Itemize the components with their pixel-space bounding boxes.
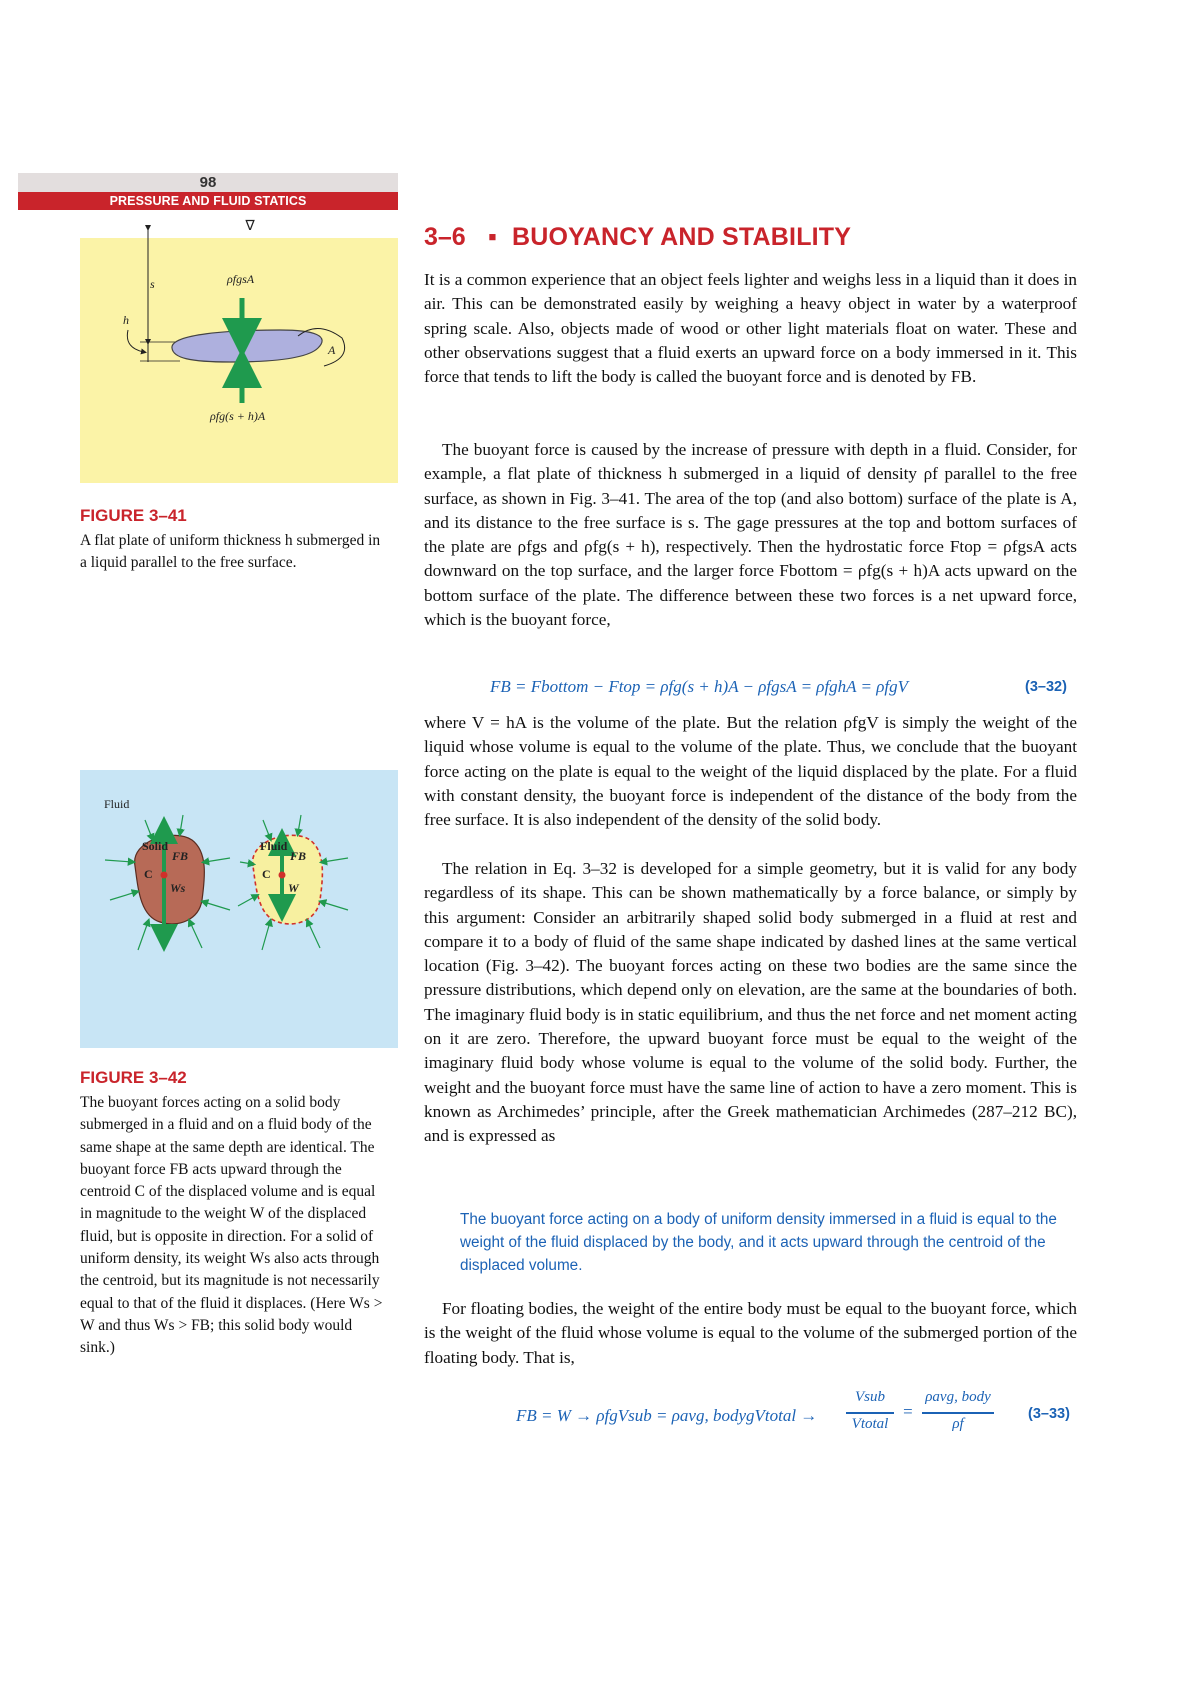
equation-3-32-number: (3–32) [1025, 679, 1067, 695]
label-h: h [123, 313, 129, 327]
label-s: s [150, 277, 155, 291]
page-number: 98 [18, 173, 398, 192]
paragraph-1: It is a common experience that an object feels lighter and weighs less in a liquid than it does in air. This can be demonstrated easily by weighing a heavy object in water by a waterproof spring scale. Also, objects made of wood or other light materials float on water. These and other observations suggest that a fluid exerts an upward force on a body immersed in it. This force that tends to lift the body is called the buoyant force and is denoted by FB. [424, 270, 1077, 387]
section-number: 3–6 [424, 223, 466, 251]
archimedes-principle-statement: The buoyant force acting on a body of uniform density immersed in a fluid is equal to the weight of the fluid displaced by the body, and it acts upward through the centroid of the displaced volume. [460, 1211, 1057, 1274]
figure-3-42 [80, 770, 398, 1048]
figure-3-42-caption: The buoyant forces acting on a solid body submerged in a fluid and on a fluid body of the same shape at the same depth are identical. The buoyant force FB acts upward through the centroid C of the displaced volume and is equal in magnitude to the weight W of the displaced fluid, but is opposite in direction. For a solid of uniform density, its weight Ws also acts through the centroid, but its magnitude is not necessarily equal to that of the fluid it displaces. (Here Ws > W and thus Ws > FB; this solid body would sink.) [80, 1094, 383, 1357]
label-solid: Solid [142, 839, 169, 853]
eq33-fraction-bar-1 [846, 1412, 894, 1414]
equation-3-33-left: FB = W → ρfgVsub = ρavg, bodygVtotal → [516, 1406, 818, 1425]
label-c-solid: C [144, 867, 153, 881]
eq33-denominator-2: ρf [952, 1416, 964, 1432]
label-bottom-force: ρfg(s + h)A [210, 409, 266, 423]
figure-3-41-caption: A flat plate of uniform thickness h submerged in a liquid parallel to the free surface. [80, 532, 381, 572]
label-A: A [328, 343, 336, 357]
eq33-numerator-2: ρavg, body [925, 1389, 991, 1405]
chapter-title: PRESSURE AND FLUID STATICS [18, 192, 398, 210]
equation-3-33-number: (3–33) [1028, 1406, 1070, 1422]
paragraph-3: where V = hA is the volume of the plate. But the relation ρfgV is simply the weight of the liquid whose volume is equal to the volume of the plate. Thus, we conclude that the buoyant force acting on the plate is equal to the weight of the liquid displaced by the plate. For a fluid with constant density, the buoyant force is independent of the distance of the body from the free surface. It is also independent of the density of the solid body. [424, 713, 1077, 830]
label-fluid-body: Fluid [260, 839, 288, 853]
running-header [18, 173, 398, 210]
paragraph-2: The buoyant force is caused by the increase of pressure with depth in a fluid. Consider, for example, a flat plate of thickness h submerged in a liquid of density ρf parallel to the free surface, as shown in Fig. 3–41. The area of the top (and also bottom) surface of the plate is A, and its distance to the free surface is s. The gage pressures at the top and bottom surfaces of the plate are ρfgs and ρfg(s + h), respectively. Then the hydrostatic force Ftop = ρfgsA acts downward on the top surface, and the larger force Fbottom = ρfg(s + h)A acts upward on the bottom surface of the plate. The difference between these two forces is a net upward force, which is the buoyant force, [424, 440, 1077, 630]
label-fluid: Fluid [104, 797, 130, 811]
label-top-force: ρfgsA [227, 272, 255, 286]
eq33-denominator-1: Vtotal [851, 1416, 889, 1432]
free-surface-symbol: ∇ [245, 218, 255, 234]
label-fb-solid: FB [172, 849, 189, 863]
label-w: W [288, 881, 299, 895]
paragraph-5: For floating bodies, the weight of the entire body must be equal to the buoyant force, which is the weight of the fluid whose volume is equal to the volume of the submerged portion of the floating body. That is, [424, 1299, 1077, 1367]
solid-vs-fluid-body-diagram [80, 770, 398, 1048]
equation-3-32: FB = Fbottom − Ftop = ρfg(s + h)A − ρfgsA = ρfghA = ρfgV [490, 677, 908, 696]
figure-3-41-label: FIGURE 3–41 [80, 506, 187, 525]
section-bullet: ▪ [488, 223, 497, 251]
eq33-fraction-bar-2 [922, 1412, 994, 1414]
paragraph-4: The relation in Eq. 3–32 is developed for a simple geometry, but it is valid for any body regardless of its shape. This can be shown mathematically by a force balance, or simply by this argument: Consider an arbitrarily shaped solid body submerged in a fluid at rest and compare it to a body of fluid of the same shape indicated by dashed lines at the same vertical location (Fig. 3–42). The buoyant forces acting on these two bodies are the same since the pressure distributions, which depend only on elevation, are the same at the boundaries of both. The imaginary fluid body is in static equilibrium, and thus the net force and net moment acting on it are zero. Therefore, the upward buoyant force must be equal to the weight of the imaginary fluid body whose volume is equal to the volume of the solid body. Further, the weight and the buoyant force must have the same line of action to have a zero moment. This is known as Archimedes’ principle, after the Greek mathematician Archimedes (287–212 BC), and is expressed as [424, 859, 1077, 1146]
figure-3-42-label: FIGURE 3–42 [80, 1068, 187, 1087]
eq33-numerator-1: Vsub [855, 1389, 885, 1405]
section-title: BUOYANCY AND STABILITY [512, 223, 852, 251]
label-fb-fluid: FB [290, 849, 307, 863]
plate-diagram [80, 218, 398, 483]
label-c-fluid: C [262, 867, 271, 881]
figure-3-41 [80, 218, 398, 483]
eq33-equals: = [902, 1402, 914, 1421]
label-ws: Ws [170, 881, 186, 895]
